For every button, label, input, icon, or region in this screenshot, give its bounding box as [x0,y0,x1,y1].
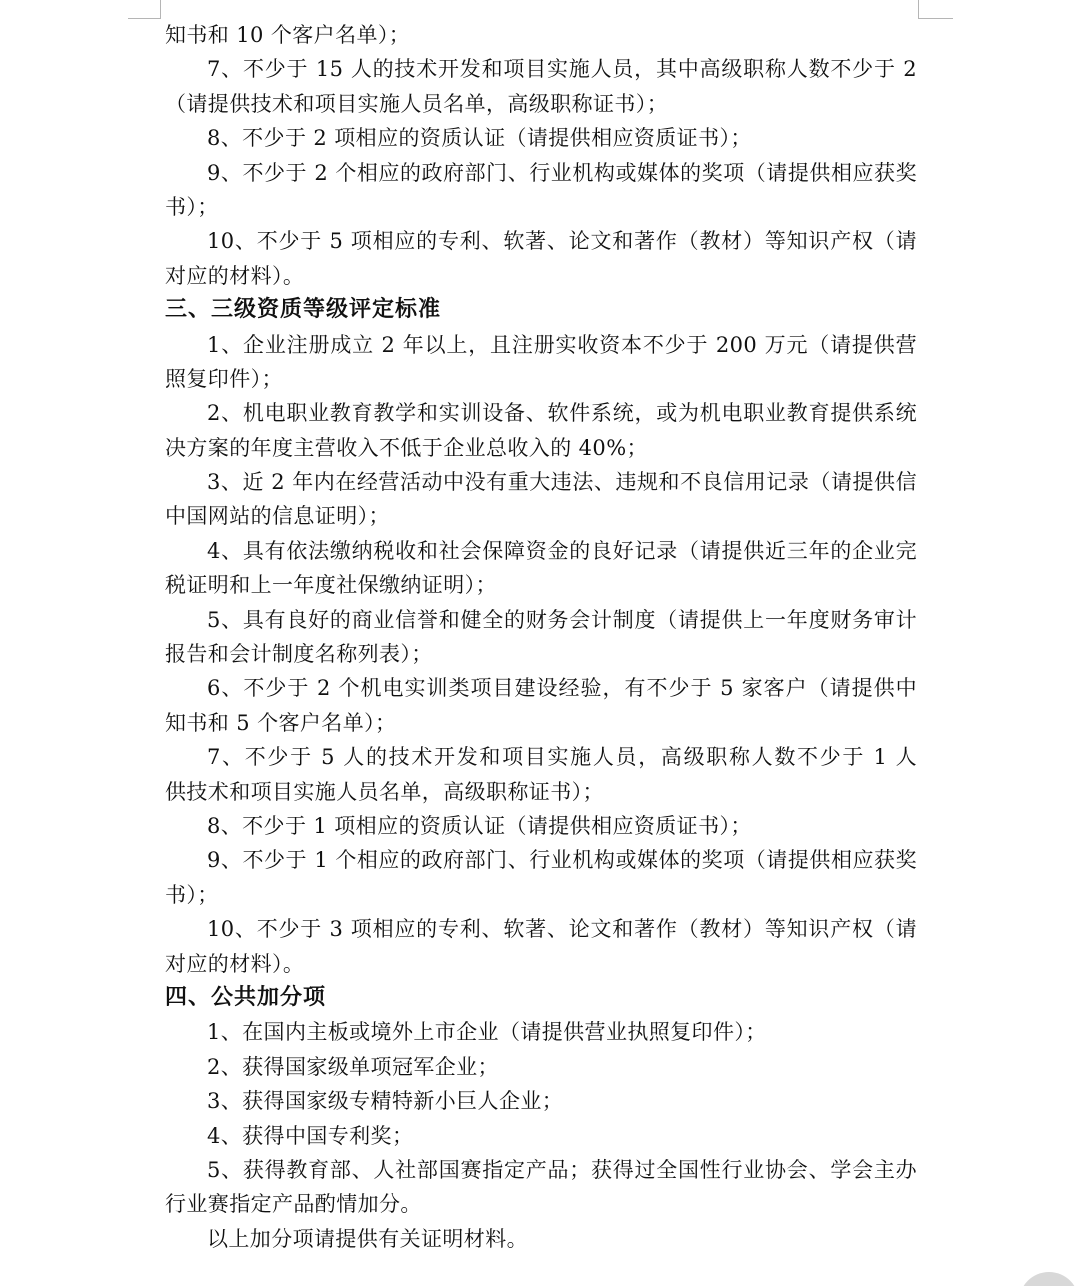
text-line: 对应的材料）。 [165,263,305,288]
text-line: 4、具有依法缴纳税收和社会保障资金的良好记录（请提供近三年的企业完 [207,538,917,563]
text-line: 8、不少于 2 项相应的资质认证（请提供相应资质证书）； [207,126,752,151]
text-line: 知书和 10 个客户名单）； [165,23,411,47]
text-line: 8、不少于 1 项相应的资质认证（请提供相应资质证书）； [207,813,752,838]
text-line: 10、不少于 3 项相应的专利、软著、论文和著作（教材）等知识产权（请 [207,917,917,942]
text-line: 照复印件）； [165,366,283,391]
corner-fold-mark [1019,1272,1079,1286]
text-line: 10、不少于 5 项相应的专利、软著、论文和著作（教材）等知识产权（请 [207,229,917,254]
text-line: 5、获得教育部、人社部国赛指定产品；获得过全国性行业协会、学会主办 [207,1157,917,1182]
text-line: 9、不少于 1 个相应的政府部门、行业机构或媒体的奖项（请提供相应获奖 [207,848,917,873]
text-line: 1、企业注册成立 2 年以上，且注册实收资本不少于 200 万元（请提供营 [207,332,917,357]
crop-mark-right-horizontal [918,18,953,19]
text-line: 中国网站的信息证明）； [165,504,390,529]
text-line: 税证明和上一年度社保缴纳证明）； [165,573,497,598]
text-line: 2、获得国家级单项冠军企业； [207,1054,499,1079]
text-line: 报告和会计制度名称列表）； [165,642,433,667]
text-line: 行业赛指定产品酌情加分。 [165,1192,422,1217]
text-line: 书）； [165,882,219,907]
text-line: 知书和 5 个客户名单）； [165,710,397,735]
crop-mark-left-vertical [160,0,161,18]
text-line: 对应的材料）。 [165,951,305,976]
section-heading: 四、公共加分项 [165,984,327,1010]
text-line: （请提供技术和项目实施人员名单，高级职称证书）； [165,91,669,116]
text-line: 4、获得中国专利奖； [207,1123,414,1148]
text-line: 6、不少于 2 个机电实训类项目建设经验，有不少于 5 家客户（请提供中 [207,676,917,701]
text-line: 1、在国内主板或境外上市企业（请提供营业执照复印件）； [207,1020,767,1045]
text-line: 以上加分项请提供有关证明材料。 [207,1226,528,1251]
text-line: 3、获得国家级专精特新小巨人企业； [207,1089,564,1114]
crop-mark-right-vertical [918,0,919,18]
text-line: 2、机电职业教育教学和实训设备、软件系统，或为机电职业教育提供系统 [207,401,917,426]
text-line: 供技术和项目实施人员名单，高级职称证书）； [165,779,604,804]
text-line: 9、不少于 2 个相应的政府部门、行业机构或媒体的奖项（请提供相应获奖 [207,160,917,185]
document-body [165,18,917,1256]
text-line: 决方案的年度主营收入不低于企业总收入的 40%； [165,435,648,460]
text-line: 5、具有良好的商业信誉和健全的财务会计制度（请提供上一年度财务审计 [207,607,917,632]
crop-mark-left-horizontal [128,18,161,19]
section-heading: 三、三级资质等级评定标准 [165,297,442,323]
text-line: 7、不少于 15 人的技术开发和项目实施人员，其中高级职称人数不少于 2 [207,57,917,82]
text-line: 3、近 2 年内在经营活动中没有重大违法、违规和不良信用记录（请提供信 [207,470,917,495]
text-line: 书）； [165,194,219,219]
text-line: 7、不少于 5 人的技术开发和项目实施人员，高级职称人数不少于 1 人 [207,745,917,770]
